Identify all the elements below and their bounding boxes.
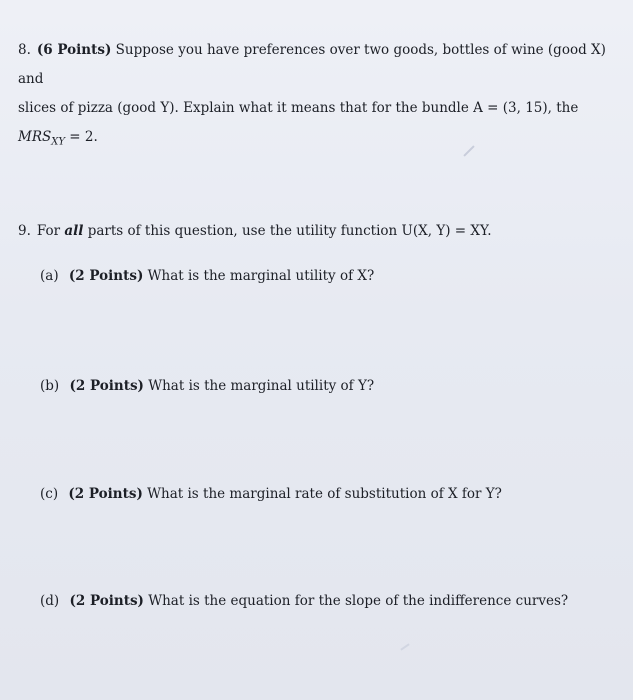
- part-label: (a): [40, 268, 59, 284]
- intro-text: For: [36, 223, 65, 239]
- intro-text-rest: parts of this question, use the utility function U(X, Y) = XY.: [83, 223, 492, 239]
- pencil-mark: [400, 643, 409, 650]
- points-label: (2 Points): [69, 593, 144, 609]
- part-b: [40, 378, 374, 394]
- question-9: [18, 217, 618, 246]
- question-8-line-1: [18, 36, 618, 94]
- part-label: (c): [40, 486, 59, 502]
- emphasis-all: all: [64, 223, 84, 239]
- points-label: (2 Points): [69, 378, 144, 394]
- mrs-subscript: XY: [51, 136, 65, 148]
- question-number: 8.: [18, 42, 31, 58]
- part-text: What is the marginal rate of substitution of X for Y?: [147, 486, 502, 502]
- points-label: (2 Points): [68, 486, 143, 502]
- part-text: What is the equation for the slope of the indifference curves?: [148, 593, 569, 609]
- mrs-value: = 2.: [64, 129, 98, 145]
- question-8-line-2: slices of pizza (good Y). Explain what it means that for the bundle A = (3, 15), the: [18, 100, 579, 116]
- part-a: [40, 268, 374, 284]
- part-text: What is the marginal utility of X?: [147, 268, 375, 284]
- question-8-line-3: [18, 123, 618, 157]
- part-label: (b): [40, 378, 60, 394]
- part-label: (d): [40, 593, 60, 609]
- question-number: 9.: [18, 223, 31, 239]
- mrs-symbol: MRS: [18, 129, 52, 145]
- points-label: (2 Points): [68, 268, 144, 284]
- part-c: [40, 486, 502, 502]
- points-label: (6 Points): [36, 42, 112, 58]
- part-text: What is the marginal utility of Y?: [148, 378, 375, 394]
- question-text: Suppose you have preferences over two goods, bottles of wine (good X) and: [18, 42, 606, 87]
- part-d: [40, 593, 568, 609]
- question-8: [18, 36, 618, 157]
